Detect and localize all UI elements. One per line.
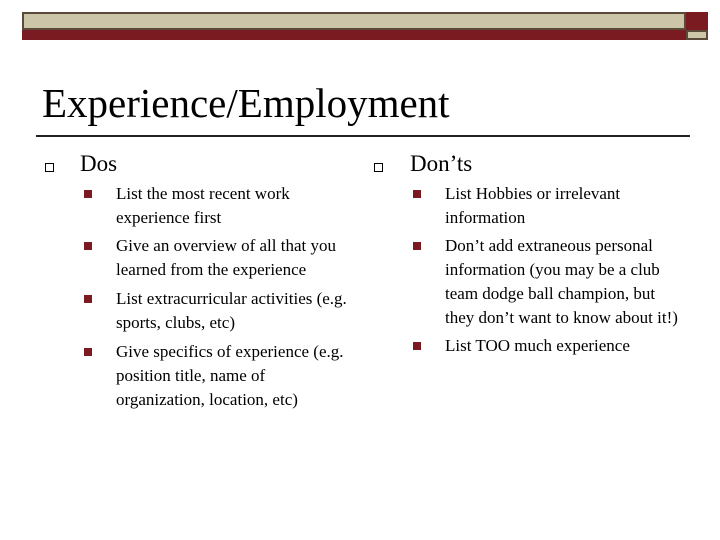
list-item <box>445 182 685 230</box>
donts-list <box>445 182 685 358</box>
top-bar-tan-strip <box>22 12 686 30</box>
list-item <box>116 182 356 230</box>
hollow-square-bullet-icon <box>374 163 383 172</box>
title-divider <box>36 135 690 137</box>
list-item <box>116 340 356 412</box>
slide-title: Experience/Employment <box>42 80 450 126</box>
square-bullet-icon <box>84 242 92 250</box>
list-item-text: Don’t add extraneous personal information (you may be a club team dodge ball champion, but they don’t want to know about it!) <box>445 236 678 327</box>
decorative-top-bar <box>22 12 710 40</box>
list-item <box>116 287 356 335</box>
square-bullet-icon <box>84 295 92 303</box>
dos-list <box>116 182 356 412</box>
list-item-text: Give an overview of all that you learned from the experience <box>116 236 336 279</box>
list-item <box>445 334 685 358</box>
top-bar-maroon-strip <box>22 30 686 40</box>
donts-heading: Don’ts <box>410 151 473 176</box>
top-bar-tan-square <box>686 30 708 40</box>
list-item <box>116 234 356 282</box>
square-bullet-icon <box>413 242 421 250</box>
list-item <box>445 234 685 330</box>
list-item-text: List extracurricular activities (e.g. sports, clubs, etc) <box>116 289 347 332</box>
square-bullet-icon <box>84 190 92 198</box>
square-bullet-icon <box>413 190 421 198</box>
top-bar-maroon-square <box>686 12 708 30</box>
square-bullet-icon <box>84 348 92 356</box>
list-item-text: List Hobbies or irrelevant information <box>445 184 621 227</box>
list-item-text: List the most recent work experience first <box>116 184 290 227</box>
list-item-text: Give specifics of experience (e.g. position title, name of organization, location, etc) <box>116 342 344 409</box>
dos-heading: Dos <box>80 151 118 176</box>
list-item-text: List TOO much experience <box>445 336 630 355</box>
square-bullet-icon <box>413 342 421 350</box>
hollow-square-bullet-icon <box>45 163 54 172</box>
